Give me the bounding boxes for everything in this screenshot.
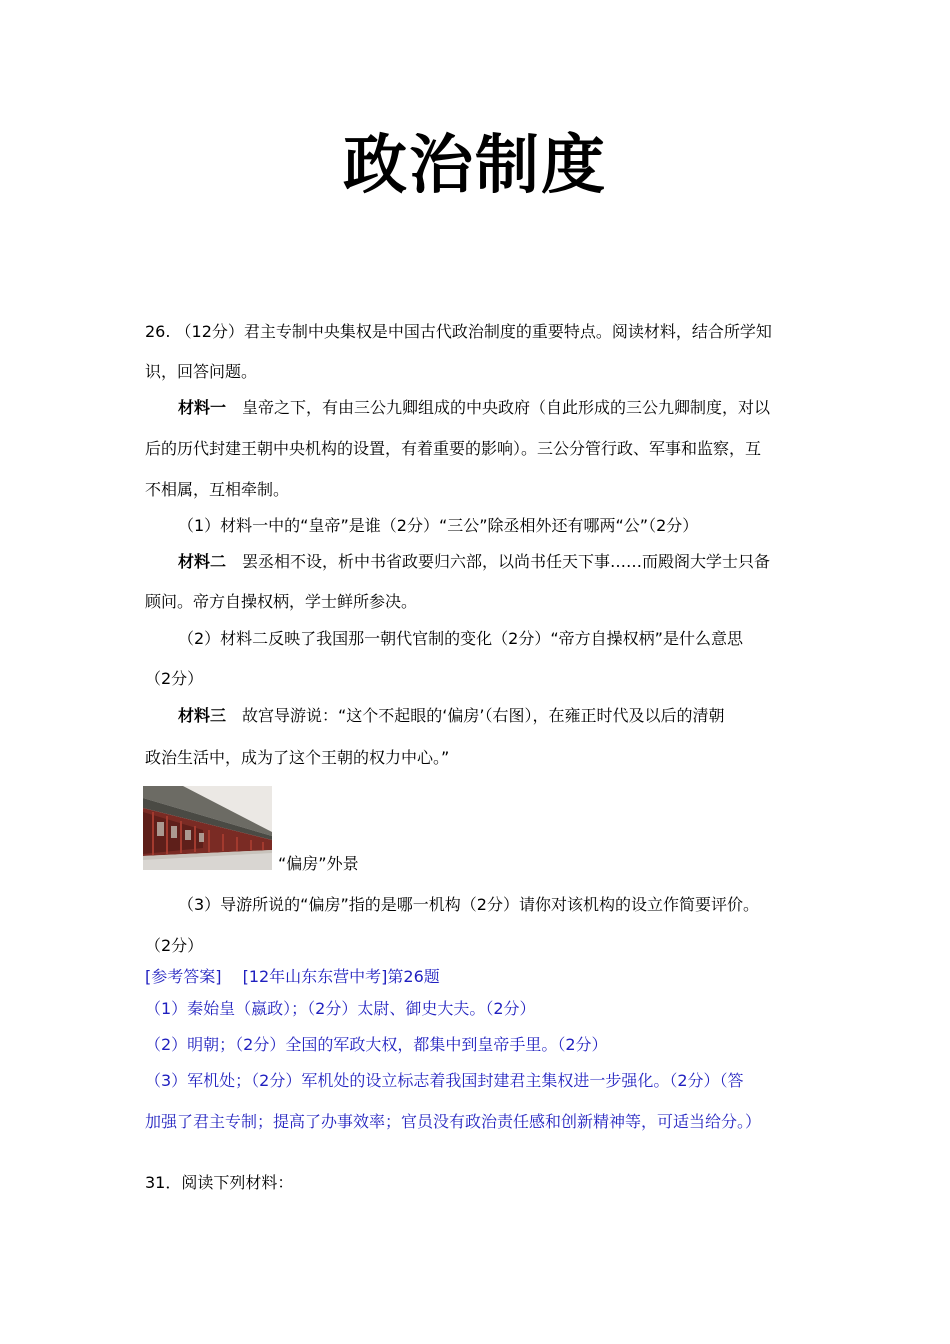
question-26-sub-2-line-2: （2分） <box>145 669 204 688</box>
material-2-line-1 <box>178 550 807 574</box>
material-3-line-1 <box>178 704 807 728</box>
material-1-line-1 <box>178 396 807 420</box>
material-2-label: 材料二 <box>178 552 227 571</box>
question-26-sub-3-line-1: （3）导游所说的“偏房”指的是哪一机构（2分）请你对该机构的设立作简要评价。 <box>178 895 759 914</box>
material-1-line-3: 不相属，互相牵制。 <box>145 480 290 499</box>
answer-1: （1）秦始皇（嬴政）；（2分）太尉、御史大夫。（2分） <box>145 999 536 1018</box>
question-26-sub-3-line-2: （2分） <box>145 936 204 955</box>
material-1-text: 皇帝之下，有由三公九卿组成的中央政府（自此形成的三公九卿制度，对以 <box>226 398 771 417</box>
material-2-line-2: 顾问。帝方自操权柄，学士鲜所参决。 <box>145 592 418 611</box>
photo-caption: “偏房”外景 <box>278 854 359 873</box>
answer-2: （2）明朝；（2分）全国的军政大权，都集中到皇帝手里。（2分） <box>145 1035 608 1054</box>
material-1-line-2: 后的历代封建王朝中央机构的设置，有着重要的影响）。三公分管行政、军事和监察，互 <box>145 439 762 458</box>
question-26-stem-line-2: 识，回答问题。 <box>145 362 258 381</box>
material-3-label: 材料三 <box>178 706 227 725</box>
question-26-stem-line-1: 26. （12分）君主专制中央集权是中国古代政治制度的重要特点。阅读材料，结合所学知 <box>145 322 772 341</box>
side-hall-photo <box>143 786 272 870</box>
answer-3-line-2: 加强了君主专制；提高了办事效率；官员没有政治责任感和创新精神等，可适当给分。） <box>145 1112 762 1131</box>
material-2-text: 罢丞相不设，析中书省政要归六部，以尚书任天下事……而殿阁大学士只备 <box>226 552 771 571</box>
material-1-label: 材料一 <box>178 398 227 417</box>
answer-header: [参考答案] [12年山东东营中考]第26题 <box>145 967 440 986</box>
question-26-sub-1: （1）材料一中的“皇帝”是谁（2分）“三公”除丞相外还有哪两“公”（2分） <box>178 516 699 535</box>
question-31-stem: 31．阅读下列材料： <box>145 1173 294 1192</box>
question-26-sub-2-line-1: （2）材料二反映了我国那一朝代官制的变化（2分）“帝方自操权柄”是什么意思 <box>178 629 743 648</box>
answer-3-line-1: （3）军机处；（2分）军机处的设立标志着我国封建君主集权进一步强化。（2分）（答 <box>145 1071 744 1090</box>
page-title: 政治制度 <box>343 129 607 203</box>
material-3-line-2: 政治生活中，成为了这个王朝的权力中心。” <box>145 748 450 767</box>
material-3-text: 故宫导游说：“这个不起眼的‘偏房’（右图），在雍正时代及以后的清朝 <box>226 706 725 725</box>
